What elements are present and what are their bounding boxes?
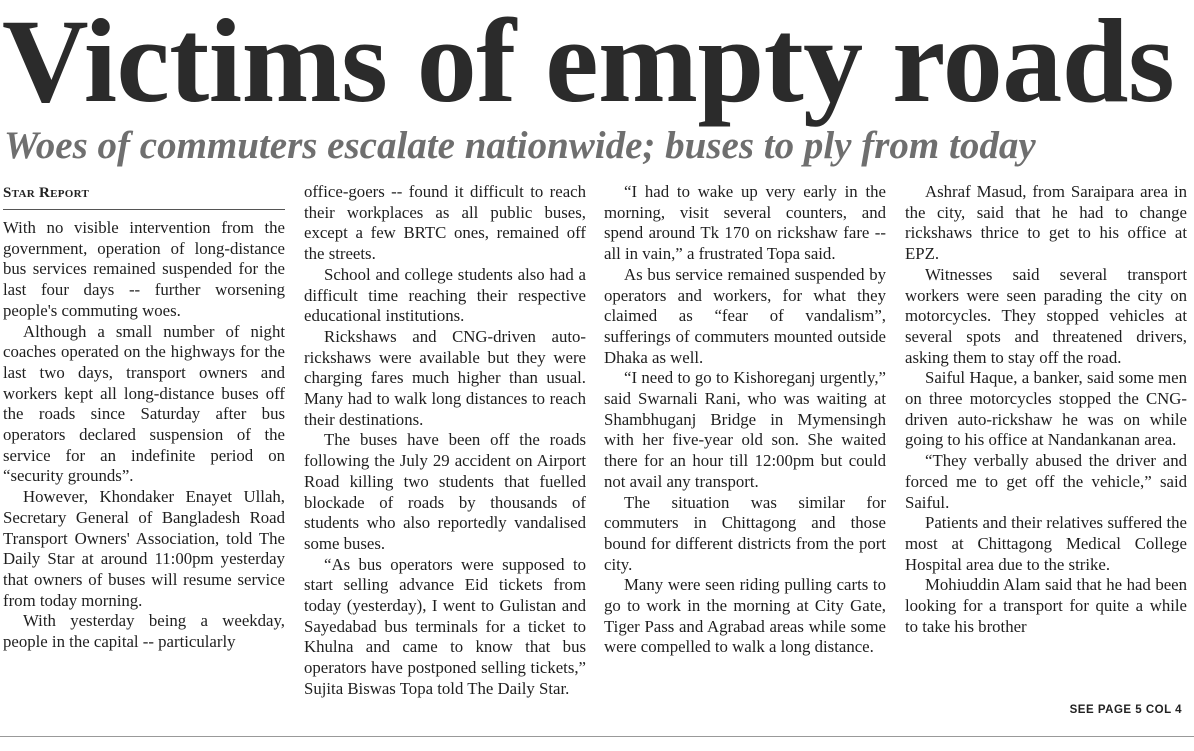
byline: Star Report	[3, 185, 90, 201]
paragraph: The buses have been off the roads following the July 29 accident on Airport Road killing two students that fuelled blockade of roads by thousands of students who also reportedly vandalised some buses.	[304, 430, 586, 553]
paragraph: “They verbally abused the driver and forced me to get off the vehicle,” said Saiful.	[905, 451, 1187, 512]
headline: Victims of empty roads	[2, 0, 1175, 127]
byline-divider	[3, 209, 285, 210]
paragraph: Rickshaws and CNG-driven auto-rickshaws were available but they were charging fares much higher than usual. Many had to walk long distances to reach their destinations.	[304, 326, 586, 429]
paragraph: With yesterday being a weekday, people in the capital -- particularly	[3, 611, 285, 652]
article-column-4	[905, 182, 1187, 637]
article-column-3	[604, 182, 886, 658]
paragraph: Many were seen riding pulling carts to go to work in the morning at City Gate, Tiger Pass and Agrabad areas while some were compelled to walk a long distance.	[604, 575, 886, 657]
paragraph: Witnesses said several transport workers were seen parading the city on motorcycles. They stopped vehicles at several spots and threatened drivers, asking them to stay off the road.	[905, 264, 1187, 367]
paragraph: However, Khondaker Enayet Ullah, Secretary General of Bangladesh Road Transport Owners' Association, told The Daily Star at around 11:00pm yesterday that owners of buses will resume service from today morning.	[3, 487, 285, 610]
paragraph: Although a small number of night coaches operated on the highways for the last two days, transport owners and workers kept all long-distance buses off the roads since Saturday after bus operators declared suspension of the service for an indefinite period on “security grounds”.	[3, 321, 285, 486]
subheadline: Woes of commuters escalate nationwide; buses to ply from today	[4, 124, 1036, 167]
paragraph: Saiful Haque, a banker, said some men on three motorcycles stopped the CNG-driven auto-rickshaw he was on while going to his office at Nandankanan area.	[905, 368, 1187, 450]
paragraph: office-goers -- found it difficult to reach their workplaces as all public buses, except a few BRTC ones, remained off the streets.	[304, 182, 586, 264]
bottom-divider	[0, 736, 1194, 737]
paragraph: Mohiuddin Alam said that he had been looking for a transport for quite a while to take his brother	[905, 575, 1187, 636]
paragraph: “I need to go to Kishoreganj urgently,” said Swarnali Rani, who was waiting at Shambhuganj Bridge in Mymensingh with her five-year old son. She waited there for an hour till 12:00pm but could not avail any transport.	[604, 368, 886, 491]
paragraph: “As bus operators were supposed to start selling advance Eid tickets from today (yesterday), I went to Gulistan and Sayedabad bus terminals for a ticket to Khulna and came to know that bus operators have postponed selling tickets,” Sujita Biswas Topa told The Daily Star.	[304, 554, 586, 698]
paragraph: School and college students also had a difficult time reaching their respective educational institutions.	[304, 264, 586, 326]
paragraph: Ashraf Masud, from Saraipara area in the city, said that he had to change rickshaws thrice to get to his office at EPZ.	[905, 182, 1187, 264]
article-column-2	[304, 182, 586, 700]
continuation-reference: SEE PAGE 5 COL 4	[1069, 704, 1182, 716]
article-column-1	[3, 218, 285, 653]
paragraph: The situation was similar for commuters in Chittagong and those bound for different districts from the port city.	[604, 492, 886, 574]
paragraph: With no visible intervention from the government, operation of long-distance bus services remained suspended for the last four days -- further worsening people's commuting woes.	[3, 218, 285, 320]
paragraph: As bus service remained suspended by operators and workers, for what they claimed as “fear of vandalism”, sufferings of commuters mounted outside Dhaka as well.	[604, 264, 886, 367]
paragraph: Patients and their relatives suffered the most at Chittagong Medical College Hospital area due to the strike.	[905, 513, 1187, 574]
paragraph: “I had to wake up very early in the morning, visit several counters, and spend around Tk 170 on rickshaw fare -- all in vain,” a frustrated Topa said.	[604, 182, 886, 264]
